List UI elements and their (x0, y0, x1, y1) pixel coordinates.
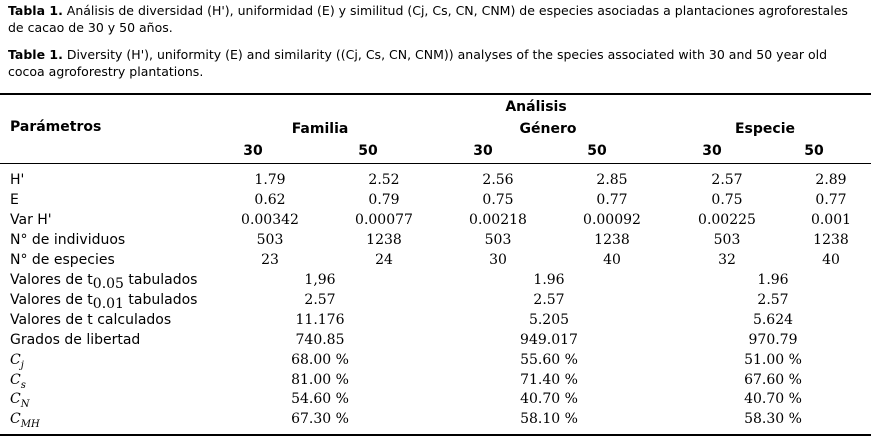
cell-value: 0.77 (815, 191, 847, 208)
row-label-suffix: tabulados (123, 272, 198, 288)
cell-value: 40.70 % (744, 391, 802, 408)
header-group-familia: Familia (291, 121, 349, 137)
cell-value: 0.001 (810, 211, 852, 228)
cell-value: 0.62 (254, 191, 286, 208)
table-header-rule (0, 163, 871, 164)
table-top-rule (0, 93, 871, 95)
row-label-suffix: tabulados (123, 291, 198, 308)
caption-english (8, 46, 866, 80)
cell-value: 0.00077 (355, 211, 413, 228)
cell-value: 503 (256, 231, 284, 248)
cell-value: 2.85 (596, 172, 628, 188)
row-label-subscript: 0.01 (92, 295, 124, 312)
cell-value: 0.00218 (469, 211, 527, 228)
row-label-subscript: j (20, 359, 24, 371)
cell-value: 81.00 % (291, 371, 349, 388)
row-label-subscript: 0.05 (92, 275, 124, 292)
caption-spanish-label: Tabla 1. (8, 3, 63, 18)
cell-value: 503 (484, 231, 512, 248)
cell-value: 58.10 % (520, 411, 578, 428)
cell-value: 2.57 (757, 291, 789, 308)
cell-value: 2.57 (533, 291, 565, 308)
cell-value: 67.60 % (744, 371, 802, 388)
cell-value: 740.85 (295, 331, 345, 348)
header-group-genero: Género (519, 121, 577, 137)
cell-value: 0.00342 (241, 211, 299, 228)
cell-value: 503 (713, 231, 741, 248)
header-age-1: 50 (358, 143, 378, 159)
cell-value: 0.00225 (698, 211, 756, 228)
row-label-subscript: s (20, 379, 26, 391)
caption-spanish-text: Análisis de diversidad (H'), uniformidad (E) y similitud (Cj, Cs, CN, CNM) de especies asociadas a plantaciones agroforestales de cacao de 30 y 50 años. (8, 3, 848, 35)
cell-value: 40 (822, 251, 840, 268)
cell-value: 1238 (813, 231, 849, 248)
cell-value: 55.60 % (520, 351, 578, 368)
cell-value: 970.79 (748, 331, 798, 348)
caption-english-text: Diversity (H'), uniformity (E) and similarity ((Cj, Cs, CN, CNM)) analyses of the species associated with 30 and 50 year old cocoa agroforestry plantations. (8, 47, 828, 79)
row-label-main: C (10, 391, 21, 408)
header-analysis: Análisis (505, 99, 567, 115)
cell-value: 0.75 (482, 191, 514, 208)
header-age-0: 30 (243, 143, 263, 159)
cell-value: 40 (603, 251, 621, 268)
cell-value: 58.30 % (744, 411, 802, 428)
table-bottom-rule (0, 434, 871, 436)
cell-value: 2.57 (711, 172, 743, 188)
caption-english-label: Table 1. (8, 47, 63, 62)
cell-value: 24 (375, 251, 393, 268)
cell-value: 2.56 (482, 172, 514, 188)
row-label-main: C (10, 371, 21, 388)
row-label: Var H' (10, 211, 52, 228)
row-label-main: C (10, 351, 21, 368)
row-label: N° de especies (10, 251, 115, 268)
row-label-main: Grados de libertad (10, 331, 141, 348)
header-age-2: 30 (473, 143, 493, 159)
row-label-subscript: N (20, 399, 30, 411)
row-label: E (10, 191, 19, 208)
cell-value: 71.40 % (520, 371, 578, 388)
header-parameters: Parámetros (10, 119, 102, 135)
row-label-main: C (10, 411, 21, 428)
cell-value: 5.624 (752, 311, 794, 328)
row-label-main: Valores de t calculados (10, 311, 172, 328)
header-age-3: 50 (587, 143, 607, 159)
row-label: H' (10, 172, 25, 188)
cell-value: 23 (261, 251, 279, 268)
cell-value: 1.96 (757, 272, 789, 288)
cell-value: 1238 (594, 231, 630, 248)
cell-value: 1,96 (304, 272, 336, 288)
row-label: N° de individuos (10, 231, 126, 248)
header-age-4: 30 (702, 143, 722, 159)
caption-spanish (8, 2, 866, 36)
cell-value: 67.30 % (291, 411, 349, 428)
cell-value: 32 (718, 251, 736, 268)
cell-value: 2.89 (815, 172, 847, 188)
cell-value: 0.75 (711, 191, 743, 208)
row-label (10, 331, 140, 349)
row-label-main: Valores de t (10, 272, 93, 288)
row-label (10, 291, 197, 313)
cell-value: 54.60 % (291, 391, 349, 408)
row-label-subscript: MH (20, 419, 40, 431)
cell-value: 5.205 (528, 311, 570, 328)
cell-value: 1238 (366, 231, 402, 248)
cell-value: 2.52 (368, 172, 400, 188)
cell-value: 68.00 % (291, 351, 349, 368)
cell-value: 0.77 (596, 191, 628, 208)
cell-value: 40.70 % (520, 391, 578, 408)
cell-value: 0.79 (368, 191, 400, 208)
cell-value: 30 (489, 251, 507, 268)
row-label (10, 410, 40, 434)
row-label (10, 271, 197, 293)
cell-value: 51.00 % (744, 351, 802, 368)
cell-value: 1.96 (533, 272, 565, 288)
cell-value: 2.57 (304, 291, 336, 308)
cell-value: 11.176 (295, 311, 345, 328)
header-group-especie: Especie (734, 121, 796, 137)
cell-value: 0.00092 (583, 211, 641, 228)
cell-value: 1.79 (254, 172, 286, 188)
header-age-5: 50 (804, 143, 824, 159)
cell-value: 949.017 (520, 331, 578, 348)
row-label-main: Valores de t (10, 291, 93, 308)
row-label (10, 311, 171, 329)
